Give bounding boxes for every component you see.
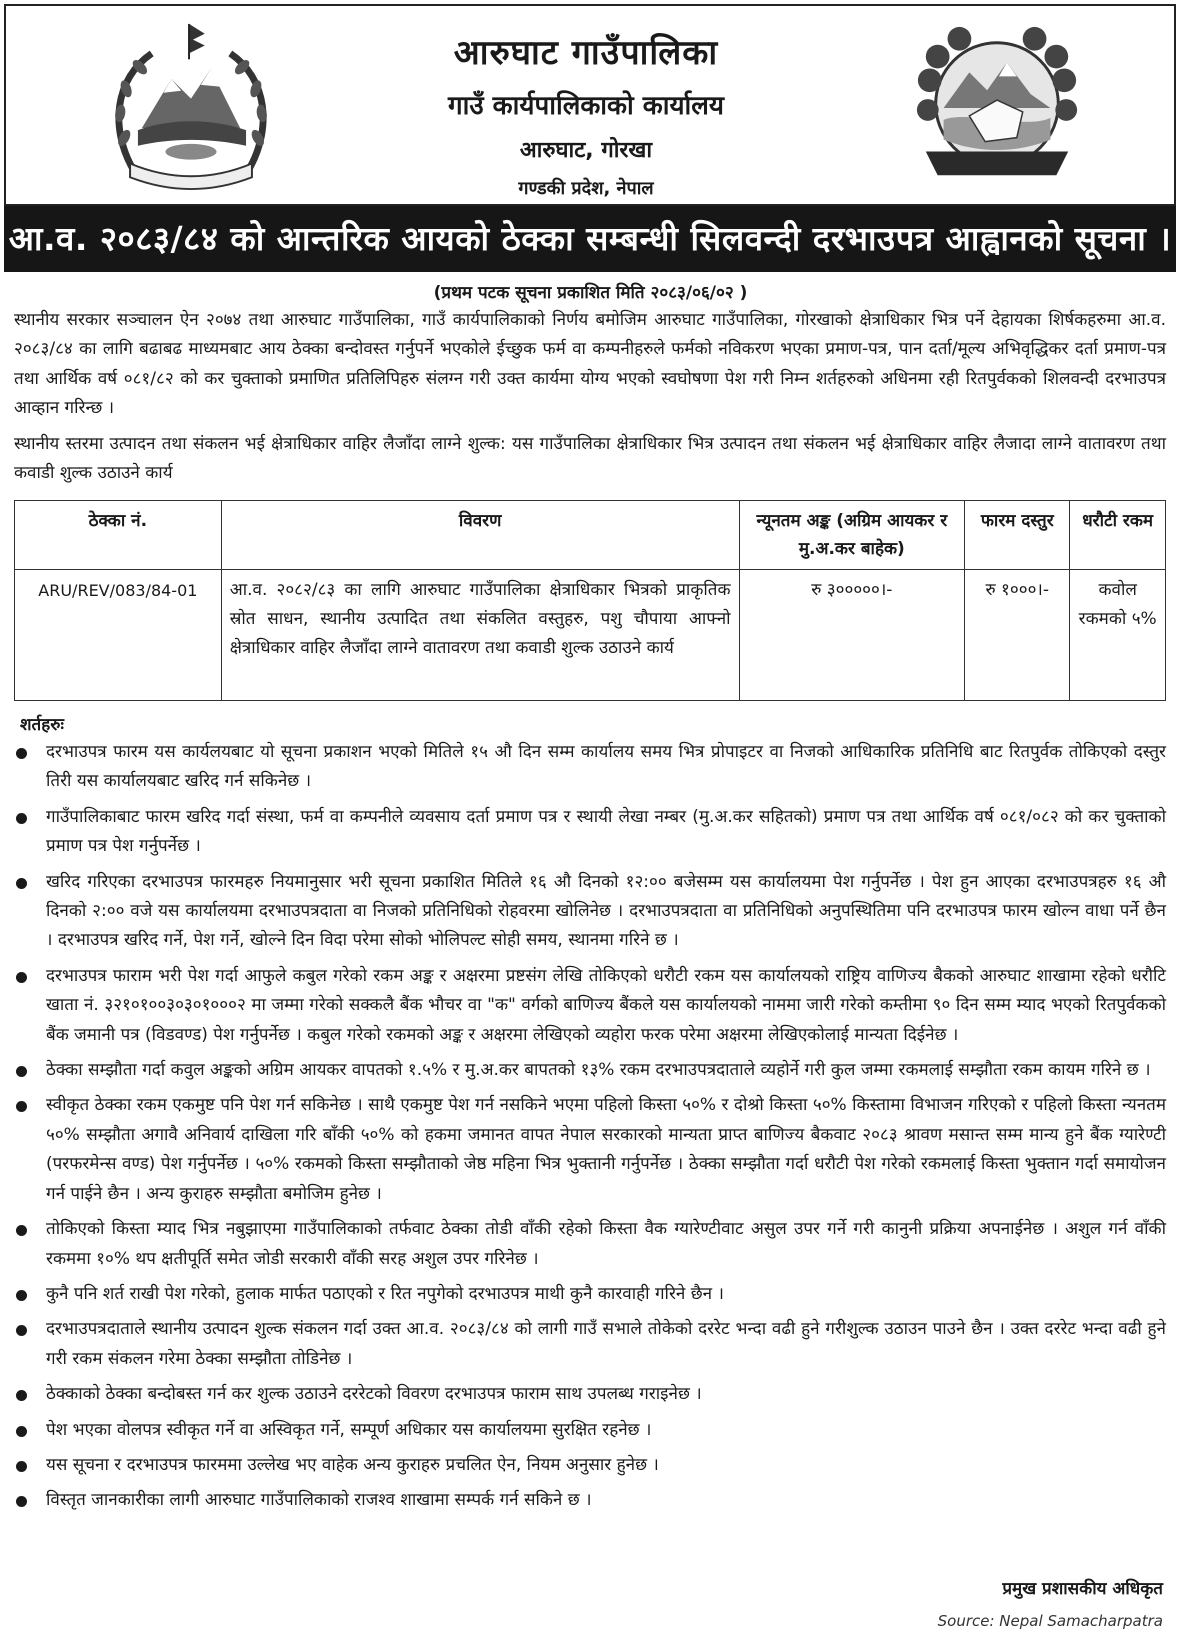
term-text: गाउँपालिकाबाट फारम खरिद गर्दा संस्था, फर्म वा कम्पनीले व्यवसाय दर्ता प्रमाण पत्र र स्थायी लेखा नम्बर (मु.अ.कर सहितको) प्रमाण पत्र तथा आर्थिक वर्ष ०८१/०८२ को कर चुक्ताको प्रमाण पत्र पेश गर्नुपर्नेछ । (46, 806, 1166, 857)
local-fee-paragraph: स्थानीय स्तरमा उत्पादन तथा संकलन भई क्षेत्राधिकार वाहिर लैजाँदा लाग्ने शुल्क: यस गाउँपालिका क्षेत्राधिकार भित्र उत्पादन तथा संकलन भई क्षेत्राधिकार वाहिर लैजादा लाग्ने वातावरण तथा कवाडी शुल्क उठाउने कार्य (14, 434, 1166, 484)
contract-code: ARU/REV/083/84-01 (15, 570, 222, 701)
municipality-logo-icon (908, 20, 1086, 196)
term-text: दरभाउपत्र फाराम भरी पेश गर्दा आफुले कबुल गरेको रकम अङ्क र अक्षरमा प्रष्टसंग लेखि तोकिएको धरौटी रकम यस कार्यालयको राष्ट्रिय वाणिज्य बैकको आरुघाट शाखामा रहेको धरौटि खाता नं. ३२१०१००३०३०१०००२ मा जम्मा गरेको सक्कलै बैंक भौचर वा "क" वर्गको बाणिज्य बैंकले यस कार्यालयको नाममा जारी गरेको कम्तीमा ९० दिन सम्म म्याद भएको रितपुर्वकको बैंक जमानी पत्र (विडवण्ड) पेश गर्नुपर्नेछ । कबुल गरेको रकमको अङ्क र अक्षरमा लेखिएको व्यहोरा फरक परेमा अक्षरमा लेखिएकोलाई मान्यता दिईनेछ । (46, 965, 1166, 1045)
term-text: दरभाउपत्रदाताले स्थानीय उत्पादन शुल्क संकलन गर्दा उक्त आ.व. २०८३/८४ को लागी गाउँ सभाले तोकेको दररेट भन्दा वढी हुने गरीशुल्क उठाउन पाउने छैन । उक्त दररेट भन्दा वढी हुने गरी रकम संकलन गरेमा ठेक्का सम्झौता तोडिनेछ । (46, 1319, 1166, 1369)
list-item (14, 1315, 1166, 1374)
term-text: पेश भएका वोलपत्र स्वीकृत गर्ने वा अस्विकृत गर्ने, सम्पूर्ण अधिकार यस कार्यालयमा सुरक्षित रहनेछ । (46, 1419, 652, 1440)
list-item (14, 1215, 1166, 1274)
minimum-amount: रु ३०००००।- (739, 570, 965, 701)
bullet-icon (16, 1496, 27, 1507)
bullet-icon (16, 1225, 27, 1236)
bullet-icon (16, 972, 27, 983)
list-item (14, 1486, 1166, 1515)
list-item (14, 962, 1166, 1050)
list-item (14, 803, 1166, 862)
source-credit: Source: Nepal Samacharpatra (937, 1612, 1163, 1630)
office-location: आरुघाट, गोरखा (519, 138, 653, 163)
bullet-icon (16, 1066, 27, 1077)
table-header-row (15, 501, 1166, 570)
list-item (14, 1451, 1166, 1480)
list-item (14, 1056, 1166, 1085)
publication-date-note: (प्रथम पटक सूचना प्रकाशित मिति २०८३/०६/०२ ) (433, 283, 748, 303)
term-text: कुनै पनि शर्त राखी पेश गरेको, हुलाक मार्फत पठाएको र रित नपुगेको दरभाउपत्र माथी कुनै कारवाही गरिने छैन । (46, 1283, 724, 1304)
list-item (14, 868, 1166, 956)
bullet-icon (16, 813, 27, 824)
tender-table (14, 500, 1166, 701)
signatory-title: प्रमुख प्रशासकीय अधिकृत (1002, 1579, 1163, 1599)
bullet-icon (16, 1325, 27, 1336)
bullet-icon (16, 1390, 27, 1401)
list-item (14, 1280, 1166, 1309)
header-deposit: धरौटी रकम (1070, 501, 1166, 570)
term-text: तोकिएको किस्ता म्याद भित्र नबुझाएमा गाउँपालिकाको तर्फवाट ठेक्का तोडी वाँकी रहेको किस्ता वैक ग्यारेण्टीवाट असुल उपर गर्ने गरी कानुनी प्रक्रिया अपनाईनेछ । अशुल गर्न वाँकी रकममा १०% थप क्षतीपूर्ति समेत जोडी सरकारी वाँकी सरह अशुल उपर गरिनेछ । (46, 1219, 1166, 1269)
bullet-icon (16, 1426, 27, 1437)
deposit-amount: कवोल रकमको ५% (1070, 570, 1166, 701)
term-text: ठेक्काको ठेक्का बन्दोबस्त गर्न कर शुल्क उठाउने दररेटको विवरण दरभाउपत्र फाराम साथ उपलब्ध गराइनेछ । (46, 1384, 702, 1405)
terms-heading: शर्तहरुः (20, 715, 64, 735)
nepal-government-emblem-icon (102, 20, 280, 192)
municipality-name: आरुघाट गाउँपालिका (453, 33, 719, 73)
header-contract-no: ठेक्का नं. (15, 501, 222, 570)
bullet-icon (16, 1290, 27, 1301)
notice-title-banner: आ.व. २०८३/८४ को आन्तरिक आयको ठेक्का सम्बन्धी सिलवन्दी दरभाउपत्र आह्वानको सूचना । (4, 206, 1176, 272)
header-minimum-amount: न्यूनतम अङ्क (अग्रिम आयकर र मु.अ.कर बाहेक) (739, 501, 965, 570)
term-text: दरभाउपत्र फारम यस कार्यलयबाट यो सूचना प्रकाशन भएको मितिले १५ औ दिन सम्म कार्यालय समय भित्र प्रोपाइटर वा निजको आधिकारिक प्रतिनिधि बाट रितपुर्वक तोकिएको दस्तुर तिरी यस कार्यालयबाट खरिद गर्न सकिनेछ । (46, 742, 1166, 792)
bullet-icon (16, 748, 27, 759)
contract-description: आ.व. २०८२/८३ का लागि आरुघाट गाउँपालिका क्षेत्राधिकार भित्रको प्राकृतिक स्रोत साधन, स्थानीय उत्पादित तथा संकलित वस्तुहरु, पशु चौपाया आफ्नो क्षेत्राधिकार वाहिर लैजाँदा लाग्ने वातावरण तथा कवाडी शुल्क उठाउने कार्य (221, 570, 739, 701)
bullet-icon (16, 878, 27, 889)
term-text: यस सूचना र दरभाउपत्र फारममा उल्लेख भए वाहेक अन्य कुराहरु प्रचलित ऐन, नियम अनुसार हुनेछ । (46, 1454, 659, 1475)
bullet-icon (16, 1101, 27, 1112)
intro-paragraph: स्थानीय सरकार सञ्चालन ऐन २०७४ तथा आरुघाट गाउँपालिका, गाउँ कार्यपालिकाको निर्णय बमोजिम आरुघाट गाउँपालिका, गोरखाको क्षेत्राधिकार भित्र पर्ने देहायका शिर्षकहरुमा आ.व. २०८३/८४ का लागि बढाबढ माध्यमबाट आय ठेक्का बन्दोवस्त गर्नुपर्ने भएकोले ईच्छुक फर्म वा कम्पनीहरुले फर्मको नविकरण भएका प्रमाण-पत्र, पान दर्ता/मूल्य अभिवृद्धिकर दर्ता प्रमाण-पत्र तथा आर्थिक वर्ष ०८१/८२ को कर चुक्ताको प्रमाणित प्रतिलिपिहरु संलग्न गरी उक्त कार्यमा योग्य भएको स्वघोषणा पेश गरी निम्न शर्तहरुको अधिनमा रही रितपुर्वकको शिलवन्दी दरभाउपत्र आव्हान गरिन्छ । (14, 310, 1166, 419)
term-text: खरिद गरिएका दरभाउपत्र फारमहरु नियमानुसार भरी सूचना प्रकाशित मितिले १६ औ दिनको १२:०० बजेसम्म यस कार्यालयमा पेश गर्नुपर्नेछ । पेश हुन आएका दरभाउपत्रहरु १६ औ दिनको २:०० वजे यस कार्यालयमा दरभाउपत्रदाता वा निजको प्रतिनिधिको रोहवरमा खोलिनेछ । दरभाउपत्रदाता वा प्रतिनिधिको अनुपस्थितिमा पनि दरभाउपत्र फारम खोल्न वाधा पर्ने छैन । दरभाउपत्र खरिद गर्ने, पेश गर्ने, खोल्ने दिन विदा परेमा सोको भोलिपल्ट सोही समय, स्थानमा गरिने छ । (46, 871, 1166, 951)
term-text: स्वीकृत ठेक्का रकम एकमुष्ट पनि पेश गर्न सकिनेछ । साथै एकमुष्ट पेश गर्न नसकिने भएमा पहिलो किस्ता ५०% र दोश्रो किस्ता ५०% किस्तामा विभाजन गरिएको र पहिलो किस्ता न्यनतम ५०% सम्झौता अगावै अनिवार्य दाखिला गरि बाँकी ५०% को हकमा जमानत वापत नेपाल सरकारको मान्यता प्राप्त बाणिज्य बैकवाट २०८३ श्रावण मसान्त सम्म मान्य हुने बैंक ग्यारेण्टी (परफरमेन्स वण्ड) पेश गर्नुपर्नेछ । ५०% रकमको किस्ता सम्झौताको जेष्ठ महिना भित्र भुक्तानी गर्नुपर्नेछ । ठेक्का सम्झौता गर्दा धरौटी पेश गरेको रकमलाई किस्ता भुक्तान गर्दा समायोजन गर्न पाईने छैन । अन्य कुराहरु सम्झौता बमोजिम हुनेछ । (46, 1095, 1166, 1204)
list-item (14, 1091, 1166, 1209)
list-item (14, 1380, 1166, 1409)
header-description: विवरण (221, 501, 739, 570)
form-fee: रु १०००।- (965, 570, 1070, 701)
province-country: गण्डकी प्रदेश, नेपाल (518, 178, 654, 199)
list-item (14, 738, 1166, 797)
list-item (14, 1416, 1166, 1445)
terms-list (14, 738, 1166, 1522)
notice-header (4, 4, 1176, 206)
office-name: गाउँ कार्यपालिकाको कार्यालय (448, 91, 724, 121)
header-form-fee: फारम दस्तुर (965, 501, 1070, 570)
term-text: ठेक्का सम्झौता गर्दा कवुल अङ्कको अग्रिम आयकर वापतको १.५% र मु.अ.कर बापतको १३% रकम दरभाउपत्रदाताले व्यहोर्ने गरी कुल जम्मा रकमलाई सम्झौता रकम कायम गरिने छ । (46, 1060, 1151, 1081)
term-text: विस्तृत जानकारीका लागी आरुघाट गाउँपालिकाको राजश्व शाखामा सम्पर्क गर्न सकिने छ । (46, 1490, 592, 1511)
bullet-icon (16, 1461, 27, 1472)
table-row (15, 570, 1166, 701)
